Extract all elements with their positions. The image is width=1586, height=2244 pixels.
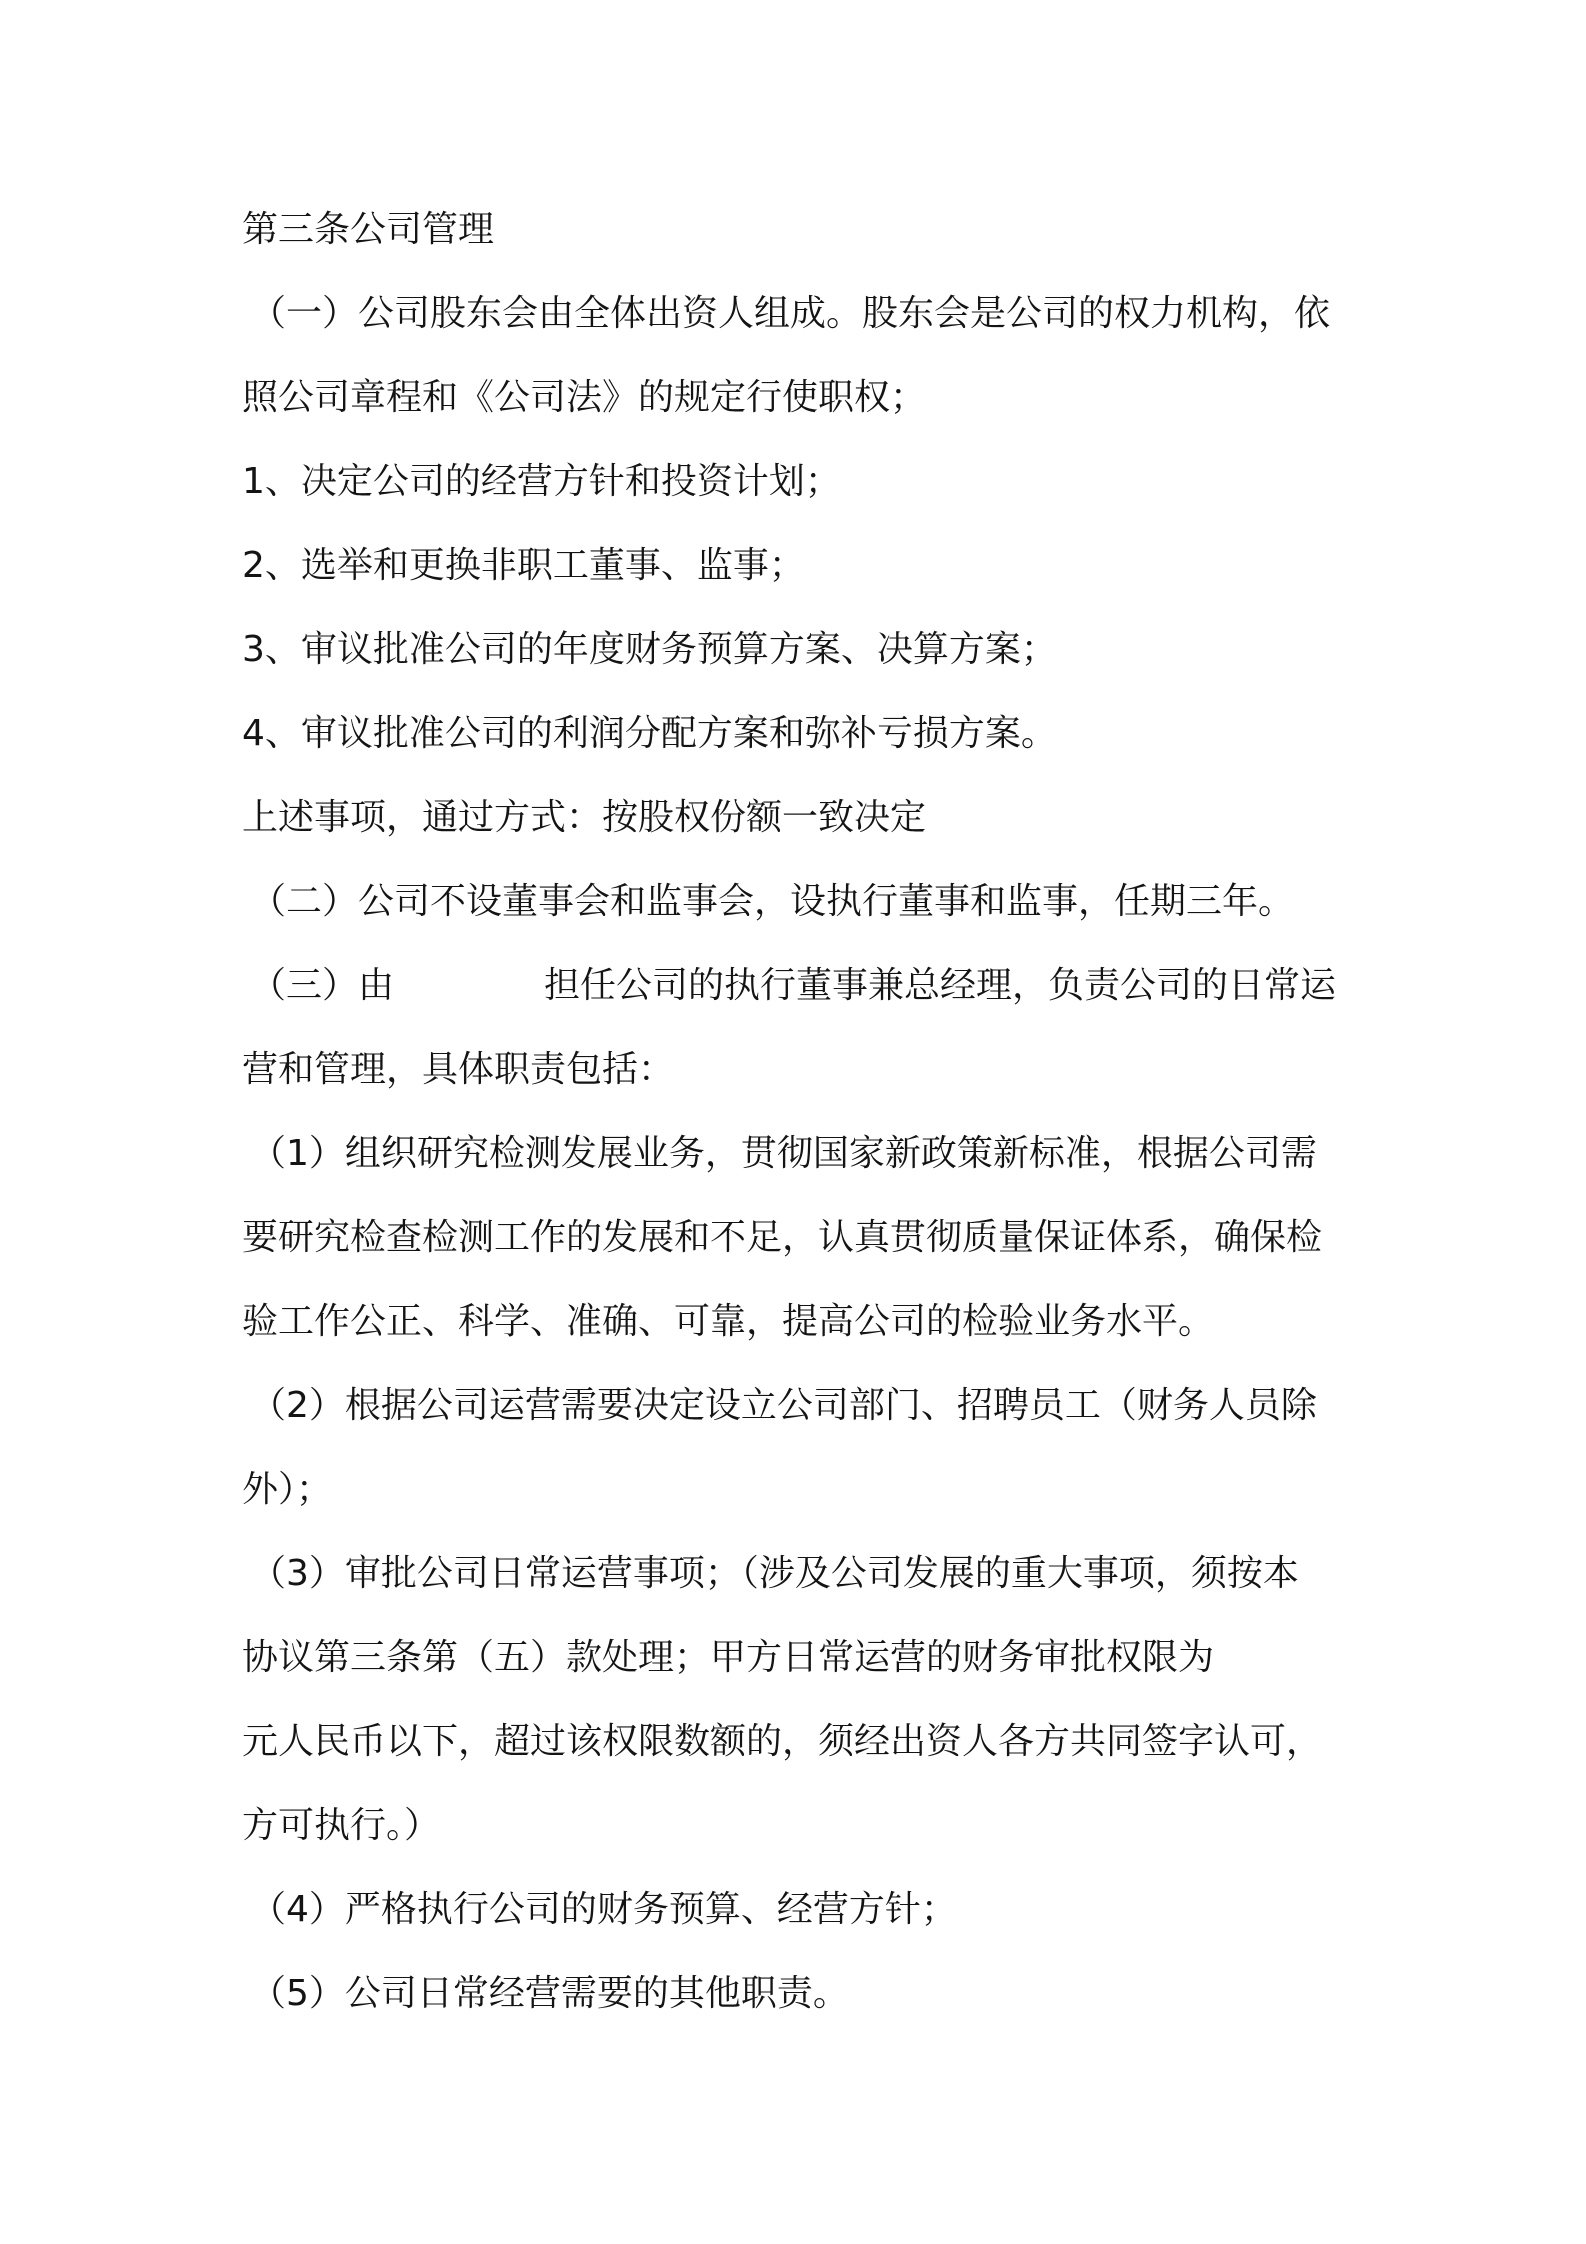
paragraph-3-line-1 bbox=[250, 962, 1336, 1010]
duty-2-line-1: （2）根据公司运营需要决定设立公司部门、招聘员工（财务人员除 bbox=[250, 1385, 1317, 1426]
duty-5: （5）公司日常经营需要的其他职责。 bbox=[250, 1973, 849, 2014]
paragraph-1-line-1: （一）公司股东会由全体出资人组成。股东会是公司的权力机构，依 bbox=[250, 293, 1331, 334]
paragraph-3-rest: 担任公司的执行董事兼总经理，负责公司的日常运 bbox=[544, 965, 1337, 1006]
list-item-4: 4、审议批准公司的利润分配方案和弥补亏损方案。 bbox=[242, 713, 1057, 754]
duty-4: （4）严格执行公司的财务预算、经营方针； bbox=[250, 1889, 957, 1930]
duty-1-line-1: （1）组织研究检测发展业务，贯彻国家新政策新标准，根据公司需 bbox=[250, 1133, 1317, 1174]
duty-3-line-1: （3）审批公司日常运营事项；（涉及公司发展的重大事项，须按本 bbox=[250, 1553, 1299, 1594]
paragraph-3-line-2: 营和管理，具体职责包括： bbox=[242, 1049, 675, 1090]
duty-3-line-3: 元人民币以下，超过该权限数额的，须经出资人各方共同签字认可， bbox=[242, 1721, 1323, 1762]
duty-1-line-2: 要研究检查检测工作的发展和不足，认真贯彻质量保证体系，确保检 bbox=[242, 1217, 1323, 1258]
duty-3-line-2: 协议第三条第（五）款处理；甲方日常运营的财务审批权限为 bbox=[242, 1637, 1215, 1678]
duty-3-line-4: 方可执行。） bbox=[242, 1805, 441, 1846]
paragraph-3-start: （三）由 bbox=[250, 965, 395, 1006]
section-heading: 第三条公司管理 bbox=[242, 209, 495, 250]
list-item-1: 1、决定公司的经营方针和投资计划； bbox=[242, 461, 841, 502]
paragraph-1-line-2: 照公司章程和《公司法》的规定行使职权； bbox=[242, 377, 927, 418]
list-item-3: 3、审议批准公司的年度财务预算方案、决算方案； bbox=[242, 629, 1057, 670]
duty-2-line-2: 外）； bbox=[242, 1469, 333, 1510]
list-item-2: 2、选举和更换非职工董事、监事； bbox=[242, 545, 805, 586]
duty-1-line-3: 验工作公正、科学、准确、可靠，提高公司的检验业务水平。 bbox=[242, 1301, 1215, 1342]
paragraph-2: （二）公司不设董事会和监事会，设执行董事和监事，任期三年。 bbox=[250, 881, 1295, 922]
voting-method: 上述事项，通过方式：按股权份额一致决定 bbox=[242, 797, 927, 838]
